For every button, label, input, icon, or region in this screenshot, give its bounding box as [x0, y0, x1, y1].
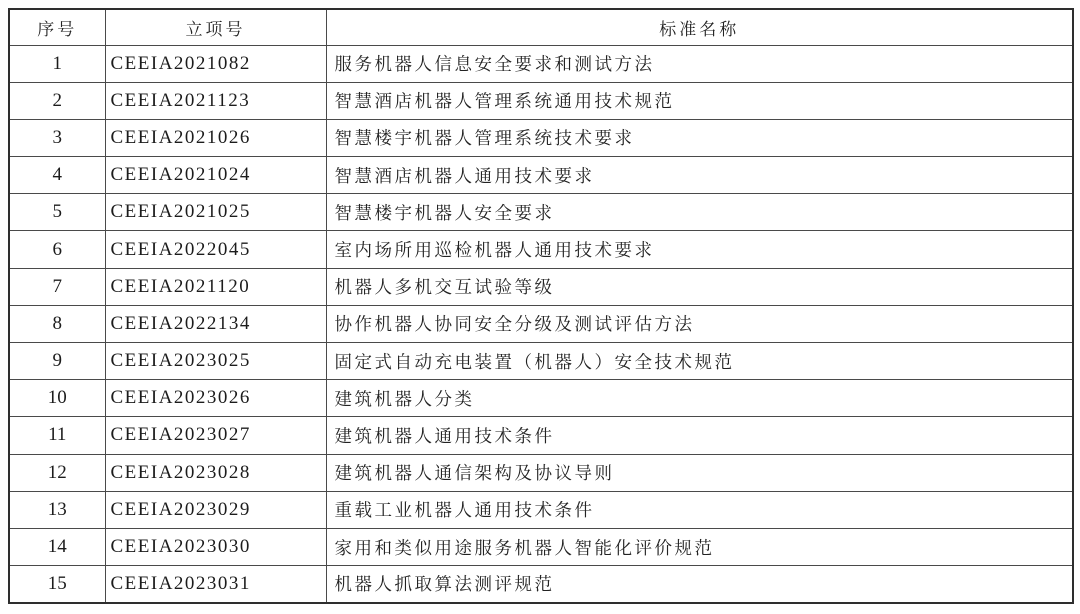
- cell-name: 家用和类似用途服务机器人智能化评价规范: [326, 528, 1073, 565]
- table-row: [9, 231, 1073, 268]
- table-row: [9, 268, 1073, 305]
- cell-code: CEEIA2021025: [105, 194, 326, 231]
- cell-code: CEEIA2021024: [105, 157, 326, 194]
- cell-name: 固定式自动充电装置（机器人）安全技术规范: [326, 343, 1073, 380]
- table-row: [9, 157, 1073, 194]
- cell-seq: 4: [9, 157, 105, 194]
- cell-code: CEEIA2022045: [105, 231, 326, 268]
- cell-name: 建筑机器人分类: [326, 380, 1073, 417]
- cell-seq: 9: [9, 343, 105, 380]
- cell-seq: 6: [9, 231, 105, 268]
- table-row: [9, 194, 1073, 231]
- cell-name: 协作机器人协同安全分级及测试评估方法: [326, 305, 1073, 342]
- table-row: [9, 82, 1073, 119]
- cell-seq: 5: [9, 194, 105, 231]
- table-row: [9, 45, 1073, 82]
- cell-code: CEEIA2023025: [105, 343, 326, 380]
- table-row: [9, 380, 1073, 417]
- table-row: [9, 491, 1073, 528]
- cell-seq: 14: [9, 528, 105, 565]
- table-row: [9, 119, 1073, 156]
- cell-name: 机器人多机交互试验等级: [326, 268, 1073, 305]
- cell-code: CEEIA2021026: [105, 119, 326, 156]
- header-name: 标准名称: [326, 9, 1073, 45]
- cell-seq: 8: [9, 305, 105, 342]
- cell-code: CEEIA2021123: [105, 82, 326, 119]
- cell-seq: 7: [9, 268, 105, 305]
- cell-seq: 11: [9, 417, 105, 454]
- cell-seq: 2: [9, 82, 105, 119]
- cell-code: CEEIA2021120: [105, 268, 326, 305]
- cell-name: 建筑机器人通信架构及协议导则: [326, 454, 1073, 491]
- cell-seq: 15: [9, 566, 105, 603]
- cell-seq: 13: [9, 491, 105, 528]
- cell-name: 重载工业机器人通用技术条件: [326, 491, 1073, 528]
- cell-name: 服务机器人信息安全要求和测试方法: [326, 45, 1073, 82]
- table-header-row: [9, 9, 1073, 45]
- table-row: [9, 454, 1073, 491]
- cell-name: 机器人抓取算法测评规范: [326, 566, 1073, 603]
- table-row: [9, 417, 1073, 454]
- table-row: [9, 566, 1073, 603]
- cell-name: 智慧酒店机器人管理系统通用技术规范: [326, 82, 1073, 119]
- table-row: [9, 528, 1073, 565]
- cell-name: 建筑机器人通用技术条件: [326, 417, 1073, 454]
- table-body: [9, 45, 1073, 603]
- cell-seq: 10: [9, 380, 105, 417]
- cell-name: 智慧楼宇机器人安全要求: [326, 194, 1073, 231]
- cell-code: CEEIA2022134: [105, 305, 326, 342]
- table-row: [9, 305, 1073, 342]
- cell-code: CEEIA2023028: [105, 454, 326, 491]
- standards-table: [8, 8, 1074, 604]
- header-code: 立项号: [105, 9, 326, 45]
- cell-code: CEEIA2023030: [105, 528, 326, 565]
- cell-name: 室内场所用巡检机器人通用技术要求: [326, 231, 1073, 268]
- cell-seq: 3: [9, 119, 105, 156]
- header-seq: 序号: [9, 9, 105, 45]
- cell-name: 智慧楼宇机器人管理系统技术要求: [326, 119, 1073, 156]
- cell-code: CEEIA2023031: [105, 566, 326, 603]
- cell-seq: 1: [9, 45, 105, 82]
- table-row: [9, 343, 1073, 380]
- cell-code: CEEIA2023027: [105, 417, 326, 454]
- cell-seq: 12: [9, 454, 105, 491]
- cell-name: 智慧酒店机器人通用技术要求: [326, 157, 1073, 194]
- cell-code: CEEIA2023029: [105, 491, 326, 528]
- cell-code: CEEIA2023026: [105, 380, 326, 417]
- cell-code: CEEIA2021082: [105, 45, 326, 82]
